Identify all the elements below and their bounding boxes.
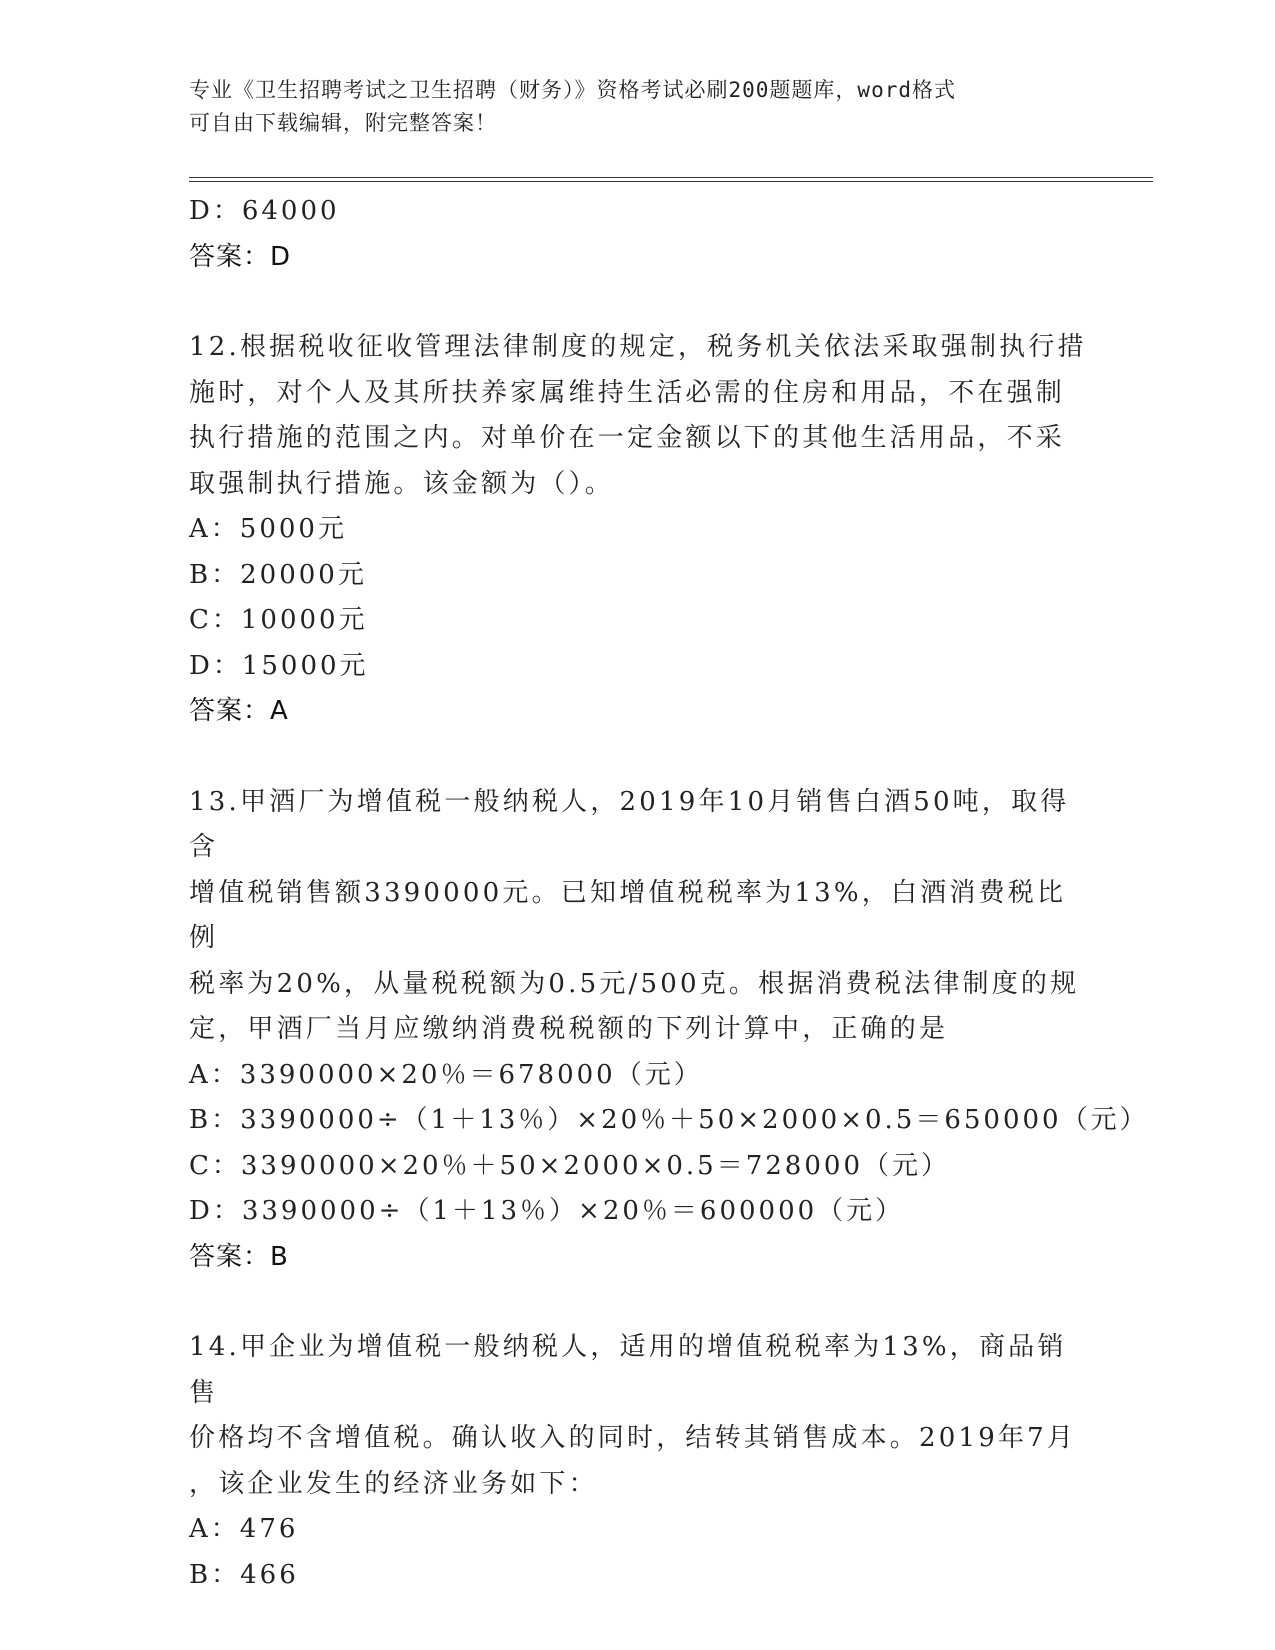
option-c: C：10000元: [189, 605, 368, 635]
answer-line: 答案：D: [189, 241, 292, 272]
stem-line: 施时，对个人及其所扶养家属维持生活必需的住房和用品，不在强制: [189, 377, 1066, 408]
question-stem: [189, 780, 1089, 1053]
header-title-line-1: 专业《卫生招聘考试之卫生招聘（财务）》资格考试必刷200题题库，word格式: [189, 78, 956, 102]
option-a: A：5000元: [189, 514, 347, 544]
option-a: A：3390000×20％＝678000（元）: [189, 1059, 703, 1090]
header-divider-bottom: [189, 181, 1153, 182]
option-b: B：3390000÷（1＋13％）×20％＋50×2000×0.5＝650000（元）: [189, 1105, 1149, 1135]
option-b: B：466: [189, 1559, 299, 1590]
option-c: C：3390000×20％＋50×2000×0.5＝728000（元）: [189, 1150, 950, 1181]
question-14: [189, 1325, 1089, 1598]
stem-line: ，该企业发生的经济业务如下：: [189, 1468, 598, 1499]
document-header: [189, 74, 1069, 140]
option-d: D：3390000÷（1＋13％）×20％＝600000（元）: [189, 1196, 905, 1226]
header-title-line-2: 可自由下载编辑，附完整答案！: [189, 111, 497, 135]
stem-line: 增值税销售额3390000元。已知增值税税率为13%，白酒消费税比例: [189, 877, 1067, 953]
question-stem: [189, 325, 1089, 507]
stem-line: 取强制执行措施。该金额为（）。: [189, 468, 615, 499]
stem-line: 13.甲酒厂为增值税一般纳税人，2019年10月销售白酒50吨，取得含: [189, 786, 1070, 862]
stem-line: 价格均不含增值税。确认收入的同时，结转其销售成本。2019年7月: [189, 1423, 1077, 1453]
question-12: [189, 325, 1089, 735]
question-13: [189, 780, 1149, 1281]
option-b: B：20000元: [189, 559, 367, 590]
question-content: [189, 189, 1149, 1598]
stem-line: 执行措施的范围之内。对单价在一定金额以下的其他生活用品，不采: [189, 423, 1066, 453]
answer-line: 答案：B: [189, 1241, 289, 1272]
stem-line: 14.甲企业为增值税一般纳税人，适用的增值税税率为13%，商品销售: [189, 1332, 1067, 1408]
stem-line: 税率为20%，从量税税额为0.5元/500克。根据消费税法律制度的规: [189, 968, 1080, 999]
answer-line: 答案：A: [189, 696, 289, 726]
stem-line: 定，甲酒厂当月应缴纳消费税税额的下列计算中，正确的是: [189, 1014, 949, 1044]
option-a: A：476: [189, 1514, 299, 1544]
question-stem: [189, 1325, 1089, 1507]
option-d: D：64000: [189, 196, 340, 226]
stem-line: 12.根据税收征收管理法律制度的规定，税务机关依法采取强制执行措: [189, 332, 1087, 362]
header-divider-top: [189, 177, 1153, 178]
option-d: D：15000元: [189, 650, 369, 681]
